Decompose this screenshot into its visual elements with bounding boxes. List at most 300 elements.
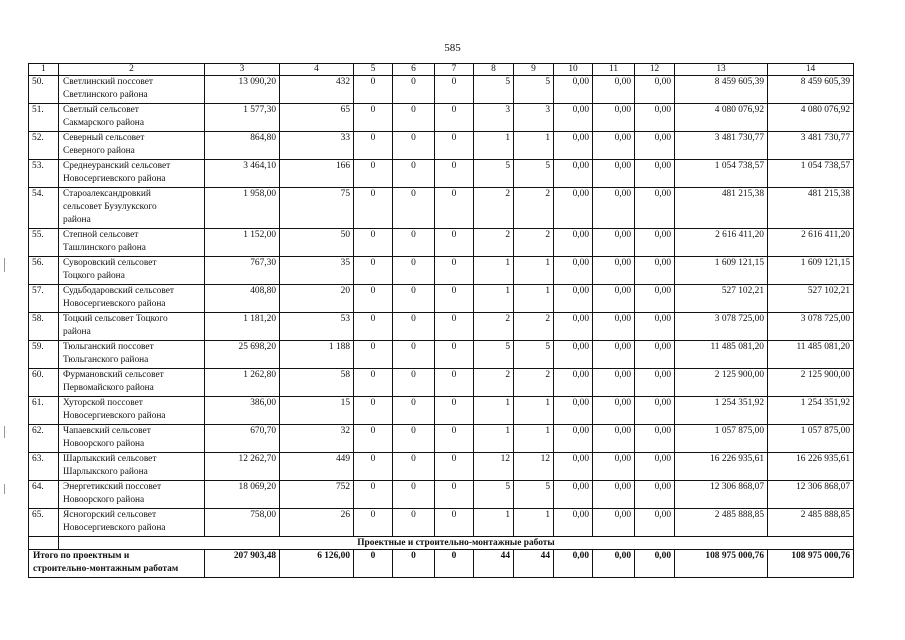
municipality-name-line: района (63, 327, 91, 337)
value-cell-c8: 1 (474, 257, 514, 285)
page-number: 585 (444, 42, 461, 54)
value-cell-c14: 1 254 351,92 (768, 397, 854, 425)
municipality-name (59, 509, 205, 537)
municipality-name-line: Судьбодаровский сельсовет (63, 286, 174, 296)
value-cell-c6: 0 (393, 229, 435, 257)
column-header: 10 (554, 64, 593, 76)
column-header: 4 (280, 64, 354, 76)
scan-mark (4, 258, 5, 272)
value-cell-c13: 2 616 411,20 (675, 229, 768, 257)
value-cell-c5: 0 (354, 285, 393, 313)
value-cell-c12: 0,00 (635, 341, 675, 369)
value-cell-c10: 0,00 (554, 341, 593, 369)
value-cell-c11: 0,00 (593, 76, 635, 104)
row-number: 50. (29, 76, 59, 104)
total-label-line: Итого по проектным и (33, 551, 130, 561)
municipality-name-line: Новосергиевского района (63, 523, 166, 533)
row-number: 56. (29, 257, 59, 285)
section-title-row (29, 537, 854, 550)
value-cell-c7: 0 (435, 341, 474, 369)
value-cell-c11: 0,00 (593, 453, 635, 481)
value-cell-c7: 0 (435, 257, 474, 285)
value-cell-c9: 2 (514, 369, 554, 397)
row-number: 60. (29, 369, 59, 397)
municipality-name-line: Светлинский поссовет (63, 77, 154, 87)
municipality-name (59, 313, 205, 341)
column-header-row (29, 64, 854, 76)
municipality-name (59, 481, 205, 509)
value-cell-c8: 1 (474, 397, 514, 425)
total-cell-c3: 207 903,48 (205, 550, 280, 578)
value-cell-c3: 3 464,10 (205, 160, 280, 188)
value-cell-c5: 0 (354, 369, 393, 397)
value-cell-c10: 0,00 (554, 313, 593, 341)
value-cell-c13: 481 215,38 (675, 188, 768, 229)
value-cell-c3: 1 181,20 (205, 313, 280, 341)
value-cell-c12: 0,00 (635, 229, 675, 257)
value-cell-c9: 3 (514, 104, 554, 132)
row-number: 52. (29, 132, 59, 160)
value-cell-c8: 5 (474, 341, 514, 369)
total-row (29, 550, 854, 578)
row-number: 55. (29, 229, 59, 257)
value-cell-c8: 3 (474, 104, 514, 132)
value-cell-c10: 0,00 (554, 285, 593, 313)
table-row (29, 425, 854, 453)
value-cell-c13: 3 481 730,77 (675, 132, 768, 160)
value-cell-c8: 1 (474, 132, 514, 160)
total-cell-c5: 0 (354, 550, 393, 578)
value-cell-c8: 12 (474, 453, 514, 481)
value-cell-c3: 18 069,20 (205, 481, 280, 509)
value-cell-c11: 0,00 (593, 397, 635, 425)
value-cell-c4: 15 (280, 397, 354, 425)
value-cell-c8: 2 (474, 188, 514, 229)
value-cell-c13: 12 306 868,07 (675, 481, 768, 509)
value-cell-c11: 0,00 (593, 369, 635, 397)
value-cell-c4: 752 (280, 481, 354, 509)
value-cell-c9: 5 (514, 481, 554, 509)
table-row (29, 369, 854, 397)
row-number: 53. (29, 160, 59, 188)
total-cell-c11: 0,00 (593, 550, 635, 578)
municipality-name-line: Тоцкого района (63, 271, 125, 281)
total-label (29, 550, 205, 578)
column-header: 2 (59, 64, 205, 76)
value-cell-c13: 1 054 738,57 (675, 160, 768, 188)
value-cell-c8: 1 (474, 285, 514, 313)
value-cell-c9: 2 (514, 313, 554, 341)
value-cell-c9: 5 (514, 341, 554, 369)
total-cell-c13: 108 975 000,76 (675, 550, 768, 578)
value-cell-c9: 1 (514, 285, 554, 313)
value-cell-c14: 8 459 605,39 (768, 76, 854, 104)
value-cell-c5: 0 (354, 257, 393, 285)
value-cell-c7: 0 (435, 132, 474, 160)
value-cell-c11: 0,00 (593, 341, 635, 369)
municipality-name-line: Шарлыкский сельсовет (63, 454, 157, 464)
row-number: 62. (29, 425, 59, 453)
value-cell-c4: 58 (280, 369, 354, 397)
total-cell-c10: 0,00 (554, 550, 593, 578)
value-cell-c6: 0 (393, 188, 435, 229)
total-cell-c4: 6 126,00 (280, 550, 354, 578)
column-header: 5 (354, 64, 393, 76)
value-cell-c3: 12 262,70 (205, 453, 280, 481)
value-cell-c12: 0,00 (635, 160, 675, 188)
municipality-name-line: Среднеуранский сельсовет (63, 161, 171, 171)
row-number: 54. (29, 188, 59, 229)
value-cell-c10: 0,00 (554, 369, 593, 397)
value-cell-c12: 0,00 (635, 285, 675, 313)
municipality-name-line: Тюльганского района (63, 355, 149, 365)
value-cell-c3: 25 698,20 (205, 341, 280, 369)
value-cell-c14: 11 485 081,20 (768, 341, 854, 369)
total-cell-c14: 108 975 000,76 (768, 550, 854, 578)
value-cell-c14: 3 078 725,00 (768, 313, 854, 341)
total-cell-c7: 0 (435, 550, 474, 578)
municipality-name-line: Северный сельсовет (63, 133, 145, 143)
table-row (29, 104, 854, 132)
value-cell-c3: 758,00 (205, 509, 280, 537)
municipality-name (59, 229, 205, 257)
value-cell-c14: 527 102,21 (768, 285, 854, 313)
value-cell-c4: 20 (280, 285, 354, 313)
value-cell-c14: 4 080 076,92 (768, 104, 854, 132)
municipality-name (59, 369, 205, 397)
municipality-name-line: Тоцкий сельсовет Тоцкого (63, 314, 168, 324)
value-cell-c13: 11 485 081,20 (675, 341, 768, 369)
value-cell-c12: 0,00 (635, 453, 675, 481)
value-cell-c14: 12 306 868,07 (768, 481, 854, 509)
value-cell-c6: 0 (393, 257, 435, 285)
row-number: 59. (29, 341, 59, 369)
total-label-line: строительно-монтажным работам (33, 564, 179, 574)
value-cell-c6: 0 (393, 509, 435, 537)
value-cell-c14: 2 125 900,00 (768, 369, 854, 397)
municipality-name-line: Новосергиевского района (63, 174, 166, 184)
value-cell-c13: 2 485 888,85 (675, 509, 768, 537)
value-cell-c10: 0,00 (554, 104, 593, 132)
value-cell-c9: 1 (514, 397, 554, 425)
municipality-name-line: Сакмарского района (63, 118, 144, 128)
value-cell-c8: 5 (474, 481, 514, 509)
municipality-name-line: Тюльганский поссовет (63, 342, 154, 352)
value-cell-c7: 0 (435, 397, 474, 425)
row-number: 65. (29, 509, 59, 537)
column-header: 1 (29, 64, 59, 76)
municipality-name (59, 425, 205, 453)
column-header: 14 (768, 64, 854, 76)
municipality-name (59, 453, 205, 481)
value-cell-c7: 0 (435, 104, 474, 132)
value-cell-c7: 0 (435, 453, 474, 481)
table-row (29, 313, 854, 341)
value-cell-c7: 0 (435, 285, 474, 313)
value-cell-c3: 1 958,00 (205, 188, 280, 229)
value-cell-c6: 0 (393, 160, 435, 188)
value-cell-c3: 408,80 (205, 285, 280, 313)
value-cell-c9: 1 (514, 425, 554, 453)
value-cell-c5: 0 (354, 229, 393, 257)
value-cell-c6: 0 (393, 425, 435, 453)
table-body (29, 64, 854, 578)
row-number: 63. (29, 453, 59, 481)
value-cell-c13: 2 125 900,00 (675, 369, 768, 397)
municipality-name-line: Первомайского района (63, 383, 154, 393)
column-header: 6 (393, 64, 435, 76)
value-cell-c10: 0,00 (554, 229, 593, 257)
municipality-name-line: Светлый сельсовет (63, 105, 139, 115)
value-cell-c5: 0 (354, 132, 393, 160)
municipality-name-line: Фурмановский сельсовет (63, 370, 164, 380)
table-row (29, 76, 854, 104)
value-cell-c6: 0 (393, 397, 435, 425)
value-cell-c9: 1 (514, 132, 554, 160)
value-cell-c13: 1 609 121,15 (675, 257, 768, 285)
value-cell-c11: 0,00 (593, 425, 635, 453)
value-cell-c4: 1 188 (280, 341, 354, 369)
value-cell-c3: 767,30 (205, 257, 280, 285)
value-cell-c11: 0,00 (593, 481, 635, 509)
column-header: 13 (675, 64, 768, 76)
municipality-name (59, 188, 205, 229)
value-cell-c5: 0 (354, 425, 393, 453)
municipality-name-line: Ясногорский сельсовет (63, 510, 157, 520)
value-cell-c13: 527 102,21 (675, 285, 768, 313)
value-cell-c5: 0 (354, 160, 393, 188)
value-cell-c5: 0 (354, 188, 393, 229)
value-cell-c9: 1 (514, 257, 554, 285)
value-cell-c12: 0,00 (635, 257, 675, 285)
municipality-name-line: Хуторской поссовет (63, 398, 143, 408)
value-cell-c9: 5 (514, 76, 554, 104)
value-cell-c9: 12 (514, 453, 554, 481)
municipality-name-line: Северного района (63, 146, 135, 156)
municipality-name-line: Ташлинского района (63, 243, 146, 253)
table-row (29, 481, 854, 509)
total-cell-c8: 44 (474, 550, 514, 578)
value-cell-c12: 0,00 (635, 369, 675, 397)
value-cell-c10: 0,00 (554, 160, 593, 188)
value-cell-c7: 0 (435, 229, 474, 257)
value-cell-c11: 0,00 (593, 160, 635, 188)
municipality-name (59, 104, 205, 132)
data-table (28, 63, 854, 578)
table-row (29, 397, 854, 425)
value-cell-c7: 0 (435, 160, 474, 188)
value-cell-c13: 4 080 076,92 (675, 104, 768, 132)
column-header: 9 (514, 64, 554, 76)
value-cell-c12: 0,00 (635, 188, 675, 229)
total-cell-c6: 0 (393, 550, 435, 578)
value-cell-c4: 166 (280, 160, 354, 188)
municipality-name (59, 285, 205, 313)
table-row (29, 188, 854, 229)
row-number: 51. (29, 104, 59, 132)
value-cell-c10: 0,00 (554, 453, 593, 481)
value-cell-c4: 53 (280, 313, 354, 341)
total-cell-c12: 0,00 (635, 550, 675, 578)
value-cell-c13: 1 057 875,00 (675, 425, 768, 453)
value-cell-c10: 0,00 (554, 397, 593, 425)
value-cell-c14: 481 215,38 (768, 188, 854, 229)
municipality-name-line: Суворовский сельсовет (63, 258, 157, 268)
value-cell-c6: 0 (393, 104, 435, 132)
value-cell-c5: 0 (354, 453, 393, 481)
value-cell-c5: 0 (354, 341, 393, 369)
row-number: 61. (29, 397, 59, 425)
value-cell-c5: 0 (354, 76, 393, 104)
value-cell-c3: 864,80 (205, 132, 280, 160)
value-cell-c6: 0 (393, 285, 435, 313)
value-cell-c6: 0 (393, 341, 435, 369)
municipality-name-line: Новосергиевского района (63, 299, 166, 309)
value-cell-c12: 0,00 (635, 425, 675, 453)
value-cell-c11: 0,00 (593, 188, 635, 229)
value-cell-c6: 0 (393, 313, 435, 341)
value-cell-c4: 449 (280, 453, 354, 481)
value-cell-c8: 2 (474, 369, 514, 397)
value-cell-c12: 0,00 (635, 313, 675, 341)
scan-mark (4, 426, 5, 438)
municipality-name-line: района (63, 215, 91, 225)
value-cell-c4: 50 (280, 229, 354, 257)
table-row (29, 509, 854, 537)
table-row (29, 453, 854, 481)
value-cell-c5: 0 (354, 481, 393, 509)
value-cell-c11: 0,00 (593, 104, 635, 132)
value-cell-c9: 2 (514, 188, 554, 229)
column-header: 7 (435, 64, 474, 76)
value-cell-c7: 0 (435, 425, 474, 453)
municipality-name (59, 132, 205, 160)
section-title: Проектные и строительно-монтажные работы (59, 537, 854, 550)
municipality-name-line: Новоорского района (63, 439, 145, 449)
column-header: 3 (205, 64, 280, 76)
value-cell-c12: 0,00 (635, 481, 675, 509)
value-cell-c5: 0 (354, 313, 393, 341)
value-cell-c12: 0,00 (635, 76, 675, 104)
value-cell-c4: 33 (280, 132, 354, 160)
value-cell-c9: 5 (514, 160, 554, 188)
value-cell-c12: 0,00 (635, 104, 675, 132)
value-cell-c11: 0,00 (593, 257, 635, 285)
value-cell-c8: 2 (474, 229, 514, 257)
value-cell-c6: 0 (393, 132, 435, 160)
column-header: 12 (635, 64, 675, 76)
value-cell-c5: 0 (354, 104, 393, 132)
value-cell-c3: 1 262,80 (205, 369, 280, 397)
municipality-name (59, 397, 205, 425)
value-cell-c12: 0,00 (635, 132, 675, 160)
table-row (29, 229, 854, 257)
value-cell-c3: 1 577,30 (205, 104, 280, 132)
value-cell-c9: 2 (514, 229, 554, 257)
column-header: 8 (474, 64, 514, 76)
value-cell-c10: 0,00 (554, 481, 593, 509)
value-cell-c4: 35 (280, 257, 354, 285)
value-cell-c13: 1 254 351,92 (675, 397, 768, 425)
municipality-name-line: Энергетикский поссовет (63, 482, 162, 492)
scan-mark (4, 484, 5, 494)
municipality-name-line: Степной сельсовет (63, 230, 139, 240)
value-cell-c10: 0,00 (554, 509, 593, 537)
value-cell-c7: 0 (435, 369, 474, 397)
value-cell-c13: 3 078 725,00 (675, 313, 768, 341)
table-row (29, 285, 854, 313)
row-number: 58. (29, 313, 59, 341)
value-cell-c8: 1 (474, 509, 514, 537)
value-cell-c4: 65 (280, 104, 354, 132)
municipality-name-line: Чапаевский сельсовет (63, 426, 151, 436)
value-cell-c10: 0,00 (554, 425, 593, 453)
municipality-name (59, 76, 205, 104)
value-cell-c3: 670,70 (205, 425, 280, 453)
table-row (29, 257, 854, 285)
municipality-name-line: Светлинского района (63, 90, 148, 100)
value-cell-c8: 5 (474, 76, 514, 104)
municipality-name-line: Новосергиевского района (63, 411, 166, 421)
value-cell-c3: 1 152,00 (205, 229, 280, 257)
municipality-name (59, 341, 205, 369)
value-cell-c11: 0,00 (593, 229, 635, 257)
value-cell-c14: 1 609 121,15 (768, 257, 854, 285)
value-cell-c11: 0,00 (593, 313, 635, 341)
value-cell-c7: 0 (435, 481, 474, 509)
value-cell-c14: 1 054 738,57 (768, 160, 854, 188)
value-cell-c14: 1 057 875,00 (768, 425, 854, 453)
row-number: 57. (29, 285, 59, 313)
value-cell-c8: 1 (474, 425, 514, 453)
value-cell-c7: 0 (435, 313, 474, 341)
value-cell-c12: 0,00 (635, 397, 675, 425)
value-cell-c8: 2 (474, 313, 514, 341)
value-cell-c11: 0,00 (593, 132, 635, 160)
value-cell-c7: 0 (435, 188, 474, 229)
value-cell-c4: 432 (280, 76, 354, 104)
value-cell-c9: 1 (514, 509, 554, 537)
value-cell-c3: 13 090,20 (205, 76, 280, 104)
value-cell-c6: 0 (393, 481, 435, 509)
value-cell-c6: 0 (393, 453, 435, 481)
value-cell-c10: 0,00 (554, 188, 593, 229)
value-cell-c14: 3 481 730,77 (768, 132, 854, 160)
value-cell-c13: 16 226 935,61 (675, 453, 768, 481)
value-cell-c14: 2 485 888,85 (768, 509, 854, 537)
value-cell-c8: 5 (474, 160, 514, 188)
value-cell-c13: 8 459 605,39 (675, 76, 768, 104)
municipality-name-line: сельсовет Бузулукского (63, 202, 157, 212)
column-header: 11 (593, 64, 635, 76)
total-cell-c9: 44 (514, 550, 554, 578)
table-row (29, 132, 854, 160)
value-cell-c7: 0 (435, 76, 474, 104)
value-cell-c11: 0,00 (593, 509, 635, 537)
value-cell-c5: 0 (354, 397, 393, 425)
value-cell-c4: 26 (280, 509, 354, 537)
municipality-name-line: Староалександровкий (63, 189, 151, 199)
row-number: 64. (29, 481, 59, 509)
value-cell-c10: 0,00 (554, 76, 593, 104)
value-cell-c10: 0,00 (554, 257, 593, 285)
value-cell-c14: 16 226 935,61 (768, 453, 854, 481)
value-cell-c7: 0 (435, 509, 474, 537)
municipality-name-line: Шарлыкского района (63, 467, 148, 477)
value-cell-c14: 2 616 411,20 (768, 229, 854, 257)
value-cell-c11: 0,00 (593, 285, 635, 313)
value-cell-c4: 32 (280, 425, 354, 453)
